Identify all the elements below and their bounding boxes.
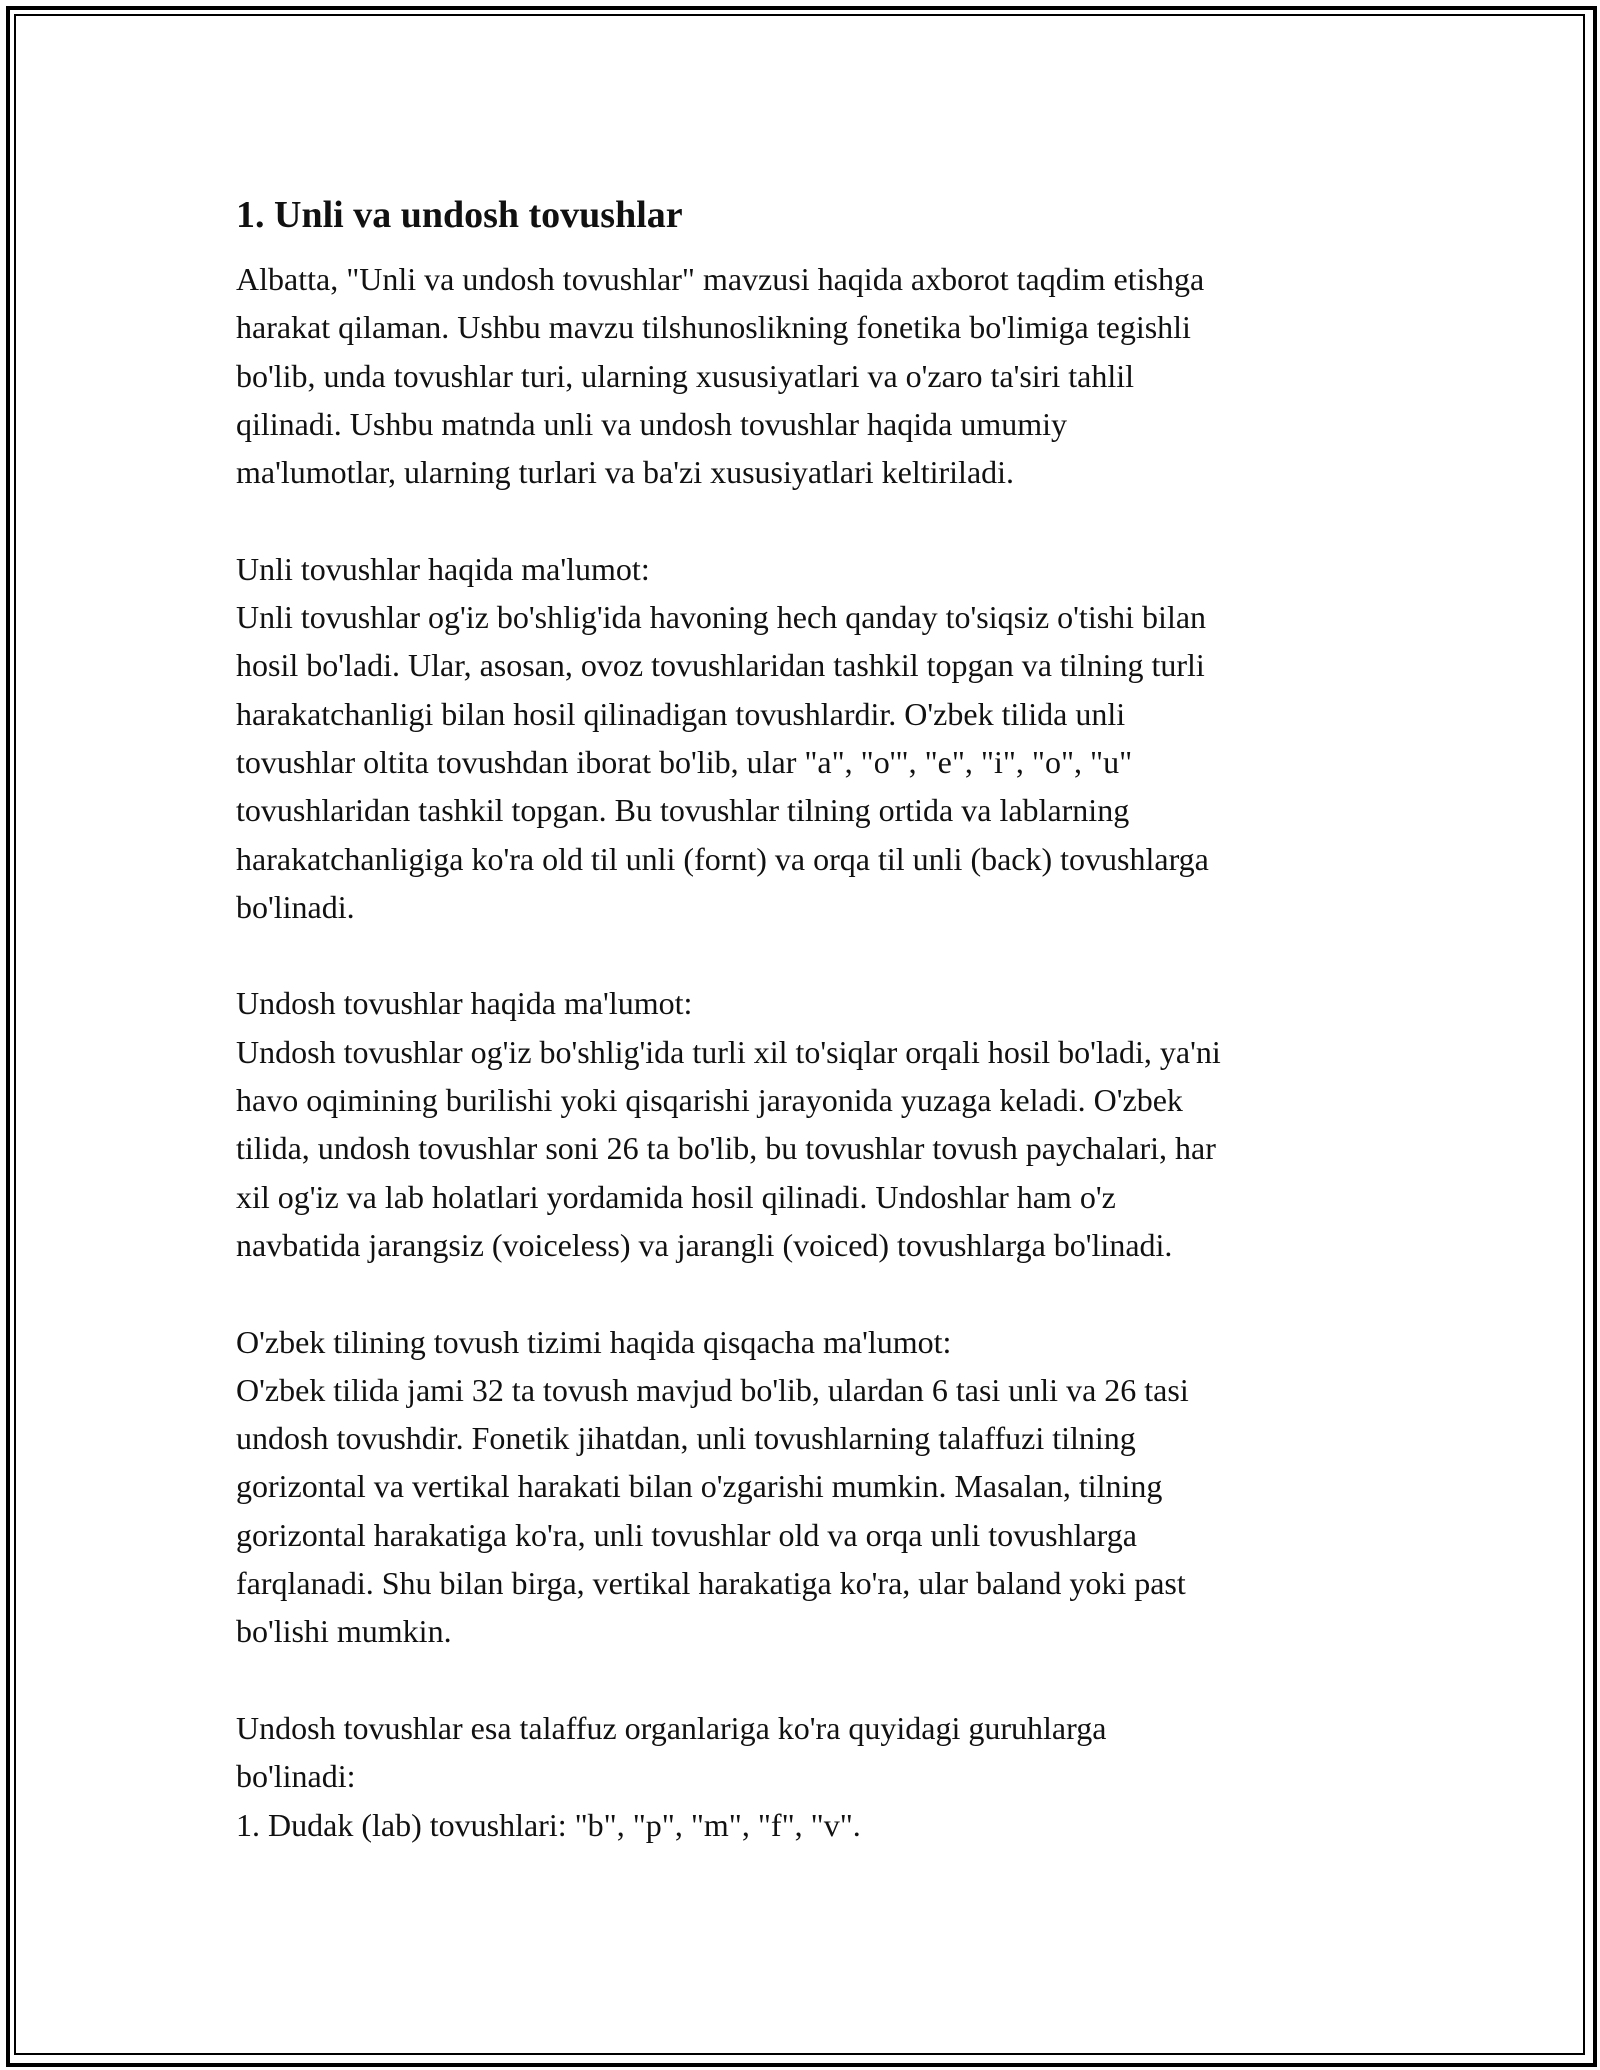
sound-system-paragraph: O'zbek tilida jami 32 ta tovush mavjud bo'lib, ulardan 6 tasi unli va 26 tasi undosh tovushdir. Fonetik jihatdan, unli tovushlarning talaffuzi tilning gorizontal va vertikal harakati bilan o'zgarishi mumkin. Masalan, tilning gorizontal harakatiga ko'ra, unli tovushlar old va orqa unli tovushlarga farqlanadi. Shu bilan birga, vertikal harakatiga ko'ra, ular baland yoki past bo'lishi mumkin.: [236, 1371, 1189, 1650]
document-body: [236, 185, 1376, 1849]
consonant-group-item: 1. Dudak (lab) tovushlari: "b", "p", "m", "f", "v".: [236, 1806, 861, 1843]
consonants-heading: Undosh tovushlar haqida ma'lumot:: [236, 985, 693, 1022]
vowels-heading: Unli tovushlar haqida ma'lumot:: [236, 550, 650, 587]
paragraph-spacer: [236, 1269, 1376, 1317]
paragraph-spacer: [236, 496, 1376, 544]
sound-system-heading: O'zbek tilining tovush tizimi haqida qisqacha ma'lumot:: [236, 1323, 952, 1360]
intro-paragraph: Albatta, "Unli va undosh tovushlar" mavzusi haqida axborot taqdim etishga harakat qilaman. Ushbu mavzu tilshunoslikning fonetika bo'limiga tegishli bo'lib, unda tovushlar turi, ularning xususiyatlari va o'zaro ta'siri tahlil qilinadi. Ushbu matnda unli va undosh tovushlar haqida umumiy ma'lumotlar, ularning turlari va ba'zi xususiyatlari keltiriladi.: [236, 261, 1205, 491]
vowels-paragraph: Unli tovushlar og'iz bo'shlig'ida havoning hech qanday to'siqsiz o'tishi bilan hosil bo'ladi. Ular, asosan, ovoz tovushlaridan tashkil topgan va tilning turli harakatchanligi bilan hosil qilinadigan tovushlardir. O'zbek tilida unli tovushlar oltita tovushdan iborat bo'lib, ular "a", "o'", "e", "i", "o", "u" tovushlaridan tashkil topgan. Bu tovushlar tilning ortida va lablarning harakatchanligiga ko'ra old til unli (fornt) va orqa til unli (back) tovushlarga bo'linadi.: [236, 599, 1209, 925]
consonant-groups-intro: Undosh tovushlar esa talaffuz organlariga ko'ra quyidagi guruhlarga bo'linadi:: [236, 1709, 1107, 1795]
paragraph-spacer: [236, 931, 1376, 979]
paragraph-spacer: [236, 1656, 1376, 1704]
document-title: 1. Unli va undosh tovushlar: [236, 194, 683, 236]
consonants-paragraph: Undosh tovushlar og'iz bo'shlig'ida turli xil to'siqlar orqali hosil bo'ladi, ya'ni havo oqimining burilishi yoki qisqarishi jarayonida yuzaga keladi. O'zbek tilida, undosh tovushlar soni 26 ta bo'lib, bu tovushlar tovush paychalari, har xil og'iz va lab holatlari yordamida hosil qilinadi. Undoshlar ham o'z navbatida jarangsiz (voiceless) va jarangli (voiced) tovushlarga bo'linadi.: [236, 1033, 1221, 1263]
